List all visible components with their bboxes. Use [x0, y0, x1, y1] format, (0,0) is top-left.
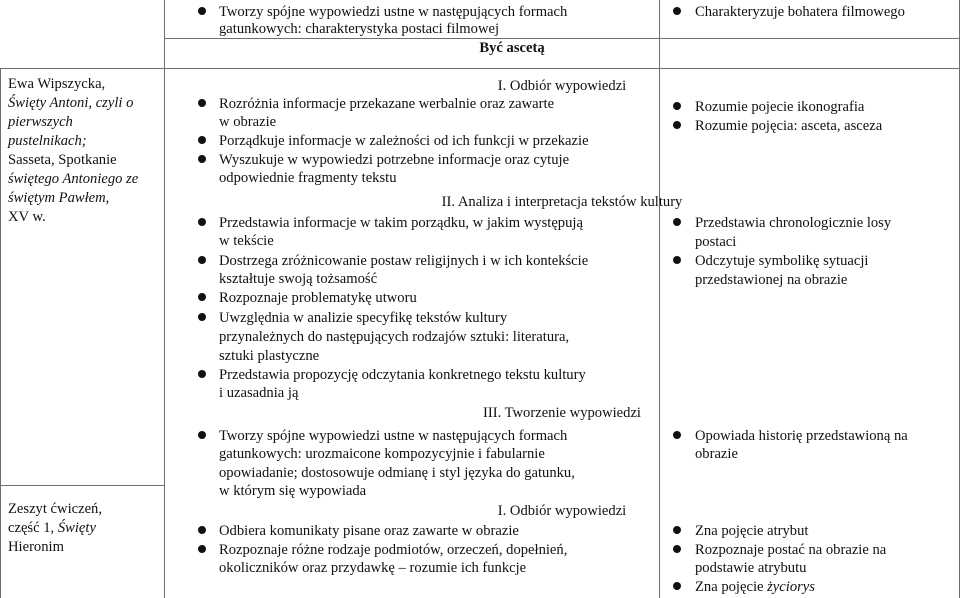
outcome-item: postaci	[695, 234, 737, 250]
outcome-item: Rozpoznaje postać na obrazie na	[695, 542, 887, 558]
bullet-icon	[198, 370, 206, 378]
objective-item: okoliczników oraz przydawkę – rozumie ich funkcje	[219, 560, 527, 576]
bullet-icon	[673, 526, 681, 534]
section-heading: I. Odbiór wypowiedzi	[497, 78, 627, 94]
objective-item: w obrazie	[219, 114, 277, 130]
objective-item: przynależnych do następujących rodzajów sztuki: literatura,	[219, 329, 570, 345]
bullet-icon	[198, 99, 206, 107]
bullet-icon	[198, 293, 206, 301]
bullet-icon	[673, 545, 681, 553]
top-item-line1: Tworzy spójne wypowiedzi ustne w następujących formach	[219, 4, 568, 20]
objective-item: Rozróżnia informacje przekazane werbalnie oraz zawarte	[219, 96, 555, 112]
left-col-line: Hieronim	[8, 539, 64, 555]
bullet-icon	[198, 7, 206, 15]
bullet-icon	[673, 102, 681, 110]
section-heading: II. Analiza i interpretacja tekstów kultury	[441, 194, 683, 210]
objective-item: odpowiednie fragmenty tekstu	[219, 170, 397, 186]
left-col-line: część 1, Święty	[8, 520, 96, 536]
objective-item: Porządkuje informacje w zależności od ich funkcji w przekazie	[219, 133, 589, 149]
objective-item: kształtuje swoją tożsamość	[219, 271, 378, 287]
bullet-icon	[198, 136, 206, 144]
outcome-item: Zna pojęcie życiorys	[695, 579, 815, 595]
left-col-line: świętego Antoniego ze	[8, 171, 139, 187]
top-right-item: Charakteryzuje bohatera filmowego	[695, 4, 905, 20]
section-heading: I. Odbiór wypowiedzi	[497, 503, 627, 519]
bullet-icon	[198, 526, 206, 534]
bullet-icon	[198, 545, 206, 553]
outcome-item: Opowiada historię przedstawioną na	[695, 428, 908, 444]
grid-line-outer-left	[0, 68, 1, 598]
section-title: Być ascetą	[479, 40, 545, 56]
outcome-item: podstawie atrybutu	[695, 560, 807, 576]
left-col-line: XV w.	[8, 209, 46, 225]
section-heading: III. Tworzenie wypowiedzi	[483, 405, 641, 421]
bullet-icon	[673, 218, 681, 226]
left-col-line: pierwszych	[8, 114, 73, 130]
objective-item: sztuki plastyczne	[219, 348, 320, 364]
bullet-icon	[673, 121, 681, 129]
outcome-item: Odczytuje symbolikę sytuacji	[695, 253, 869, 269]
left-col-line: Święty Antoni, czyli o	[8, 95, 134, 111]
objective-item: gatunkowych: urozmaicone kompozycyjnie i fabularnie	[219, 446, 545, 462]
objective-item: Rozpoznaje różne rodzaje podmiotów, orzeczeń, dopełnień,	[219, 542, 568, 558]
objective-item: Odbiera komunikaty pisane oraz zawarte w obrazie	[219, 523, 519, 539]
left-col-line: Zeszyt ćwiczeń,	[8, 501, 102, 517]
objective-item: w którym się wypowiada	[219, 483, 367, 499]
outcome-item: Zna pojęcie atrybut	[695, 523, 809, 539]
outcome-item: Rozumie pojecie ikonografia	[695, 99, 865, 115]
left-col-line: Sasseta, Spotkanie	[8, 152, 117, 168]
left-col-line: pustelnikach;	[8, 133, 87, 149]
objective-item: opowiadanie; dostosowuje odmianę i styl języka do gatunku,	[219, 465, 575, 481]
outcome-item: przedstawionej na obrazie	[695, 272, 848, 288]
objective-item: Dostrzega zróżnicowanie postaw religijnych i w ich kontekście	[219, 253, 589, 269]
outcome-item: Przedstawia chronologicznie losy	[695, 215, 892, 231]
bullet-icon	[673, 582, 681, 590]
outcome-item: obrazie	[695, 446, 738, 462]
left-col-line: Ewa Wipszycka,	[8, 76, 106, 92]
bullet-icon	[673, 256, 681, 264]
objective-item: Rozpoznaje problematykę utworu	[219, 290, 417, 306]
outcome-item: Rozumie pojęcia: asceta, asceza	[695, 118, 883, 134]
grid-line-section-divider	[0, 68, 960, 69]
objective-item: Wyszukuje w wypowiedzi potrzebne informacje oraz cytuje	[219, 152, 570, 168]
objective-item: i uzasadnia ją	[219, 385, 299, 401]
left-col-line: świętym Pawłem,	[8, 190, 110, 206]
bullet-icon	[198, 256, 206, 264]
objective-item: Przedstawia informacje w takim porządku, w jakim występują	[219, 215, 583, 231]
bullet-icon	[198, 313, 206, 321]
grid-line-left-split	[0, 485, 165, 486]
bullet-icon	[198, 218, 206, 226]
objective-item: w tekście	[219, 233, 274, 249]
bullet-icon	[198, 431, 206, 439]
top-item-line2: gatunkowych: charakterystyka postaci filmowej	[219, 21, 500, 37]
objective-item: Tworzy spójne wypowiedzi ustne w następujących formach	[219, 428, 568, 444]
objective-item: Uwzględnia w analizie specyfikę tekstów kultury	[219, 310, 508, 326]
bullet-icon	[198, 155, 206, 163]
bullet-icon	[673, 7, 681, 15]
bullet-icon	[673, 431, 681, 439]
objective-item: Przedstawia propozycję odczytania konkretnego tekstu kultury	[219, 367, 586, 383]
